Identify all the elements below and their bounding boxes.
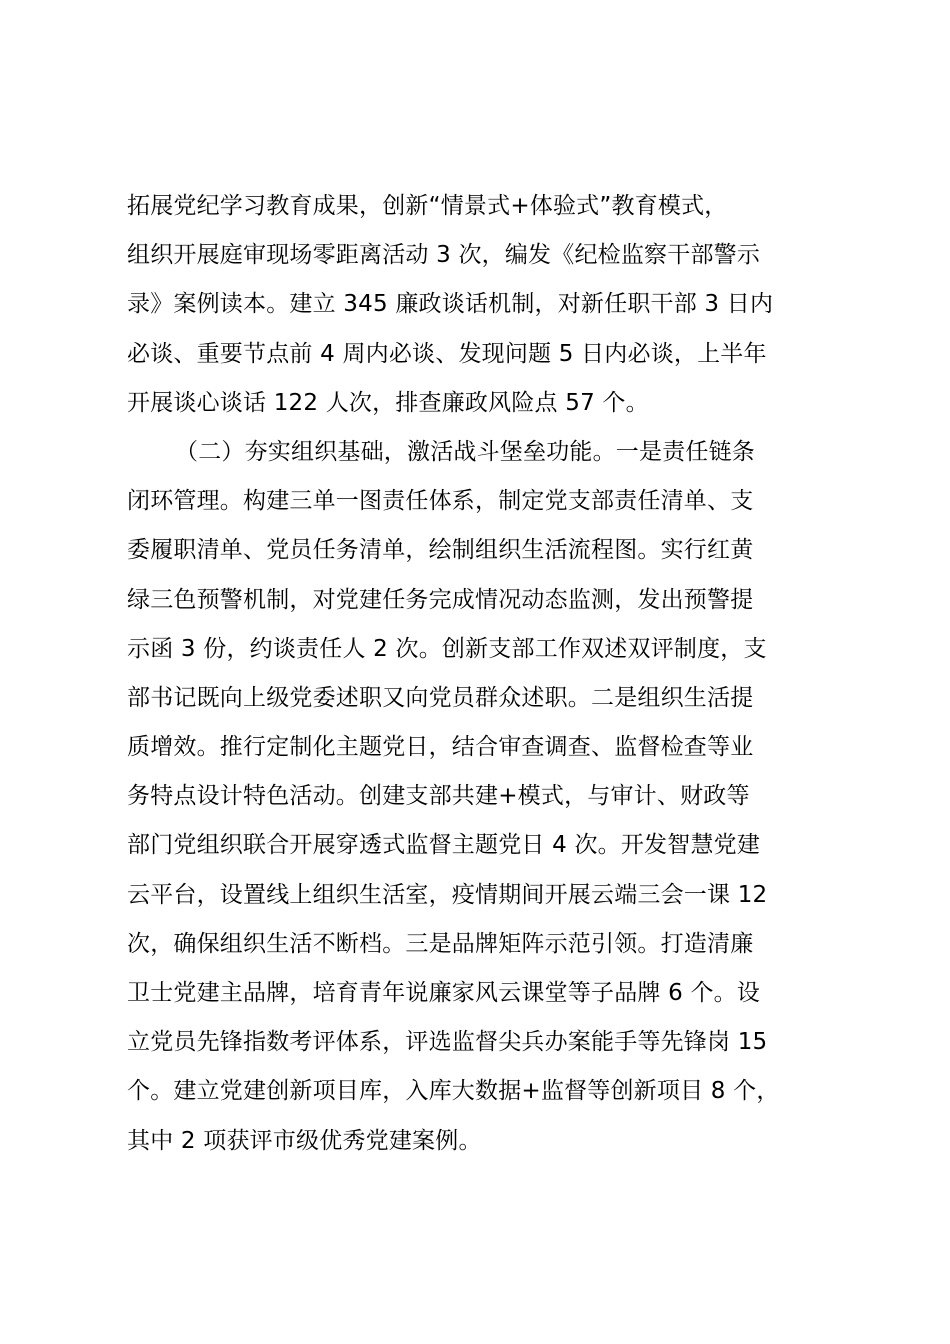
- text-line: 必谈、重要节点前 4 周内必谈、发现问题 5 日内必谈，上半年: [127, 340, 767, 367]
- section-heading-line: （二）夯实组织基础，激活战斗堡垒功能。一是责任链条: [175, 438, 755, 465]
- text-line: 示函 3 份，约谈责任人 2 次。创新支部工作双述双评制度，支: [127, 635, 767, 662]
- text-line: 闭环管理。构建三单一图责任体系，制定党支部责任清单、支: [127, 488, 754, 515]
- text-line: 卫士党建主品牌，培育青年说廉家风云课堂等子品牌 6 个。设: [127, 980, 761, 1006]
- text-line: 质增效。推行定制化主题党日，结合审查调查、监督检查等业: [127, 734, 754, 761]
- text-line: 云平台，设置线上组织生活室，疫情期间开展云端三会一课 12: [127, 881, 768, 908]
- text-line: 组织开展庭审现场零距离活动 3 次，编发《纪检监察干部警示: [127, 242, 761, 269]
- text-line: 开展谈心谈话 122 人次，排查廉政风险点 57 个。: [127, 389, 649, 416]
- text-line: 部门党组织联合开展穿透式监督主题党日 4 次。开发智慧党建: [127, 832, 761, 859]
- text-line: 录》案例读本。建立 345 廉政谈话机制，对新任职干部 3 日内: [127, 291, 774, 318]
- text-line: 次，确保组织生活不断档。三是品牌矩阵示范引领。打造清廉: [127, 930, 754, 957]
- text-line: 委履职清单、党员任务清单，绘制组织生活流程图。实行红黄: [127, 537, 754, 564]
- text-line: 部书记既向上级党委述职又向党员群众述职。二是组织生活提: [127, 684, 754, 711]
- text-line: 立党员先锋指数考评体系，评选监督尖兵办案能手等先锋岗 15: [127, 1029, 768, 1056]
- text-line: 绿三色预警机制，对党建任务完成情况动态监测，发出预警提: [127, 586, 754, 613]
- text-line: 拓展党纪学习教育成果，创新“情景式+体验式”教育模式，: [127, 193, 728, 219]
- body-text: [127, 182, 847, 1166]
- text-line: 务特点设计特色活动。创建支部共建+模式，与审计、财政等: [127, 783, 750, 810]
- text-line: 个。建立党建创新项目库，入库大数据+监督等创新项目 8 个，: [127, 1078, 780, 1105]
- text-line: 其中 2 项获评市级优秀党建案例。: [127, 1127, 482, 1154]
